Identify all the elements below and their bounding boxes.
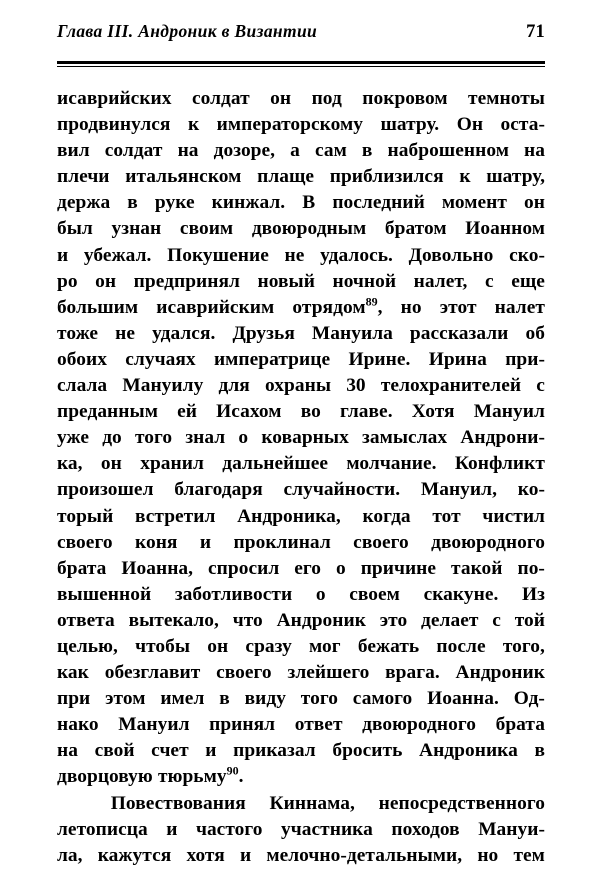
text-line bbox=[57, 530, 545, 556]
word: Мануил, bbox=[420, 479, 497, 501]
word: убежал. bbox=[83, 244, 152, 266]
text-line bbox=[57, 164, 545, 190]
word: своего bbox=[57, 531, 113, 553]
word: Иоанна, bbox=[121, 557, 194, 579]
word: уже bbox=[57, 427, 90, 449]
word: случаях bbox=[125, 348, 196, 370]
word: этом bbox=[105, 688, 146, 710]
text-line bbox=[57, 556, 545, 582]
text-line bbox=[57, 243, 545, 269]
word: еще bbox=[511, 270, 545, 292]
word: к bbox=[187, 114, 200, 136]
word: заботливости bbox=[174, 583, 293, 605]
text-line bbox=[57, 425, 545, 451]
text-line bbox=[57, 399, 545, 425]
word: Ирина bbox=[428, 348, 487, 370]
word: мелочно-детальными, bbox=[266, 844, 463, 866]
word: наброшенном bbox=[387, 140, 509, 162]
text-line bbox=[57, 843, 545, 869]
word: проклинал bbox=[233, 531, 331, 553]
word: он bbox=[270, 88, 292, 109]
word: это bbox=[379, 609, 408, 631]
word: плаще bbox=[257, 166, 315, 188]
word: удался. bbox=[152, 322, 216, 344]
word: на bbox=[177, 140, 199, 162]
word: того bbox=[300, 688, 338, 710]
word: с bbox=[484, 270, 494, 292]
word: кинжал. bbox=[211, 192, 286, 214]
word: встретил bbox=[134, 505, 216, 527]
word: ла, bbox=[57, 844, 83, 866]
word: своего bbox=[216, 662, 272, 684]
word: Мануилу bbox=[122, 375, 204, 397]
footnote-marker[interactable]: 89 bbox=[365, 294, 378, 309]
word: при bbox=[57, 688, 91, 710]
word: до bbox=[102, 427, 122, 449]
word: момент bbox=[441, 192, 507, 214]
word: но bbox=[400, 296, 422, 318]
word: ответа bbox=[57, 609, 115, 631]
word: Иоанна. bbox=[427, 688, 499, 710]
word: кажутся bbox=[97, 844, 172, 866]
word: бежать bbox=[357, 635, 420, 657]
text-line bbox=[57, 86, 545, 112]
word: на bbox=[57, 740, 78, 762]
word: знал bbox=[185, 427, 226, 449]
word: Хотя bbox=[411, 401, 455, 423]
word: частого bbox=[195, 818, 263, 840]
word: шатру, bbox=[486, 166, 545, 188]
word: исаврийских bbox=[57, 88, 172, 109]
word: исаврийским bbox=[156, 296, 275, 318]
word: Киннама, bbox=[269, 792, 355, 814]
word: когда bbox=[362, 505, 411, 527]
word: на bbox=[524, 140, 545, 162]
word: делает bbox=[421, 609, 479, 631]
word: что bbox=[232, 609, 263, 631]
footnote-marker[interactable]: 90 bbox=[226, 763, 239, 778]
word: темноты bbox=[468, 88, 545, 109]
word: такой bbox=[451, 557, 503, 579]
text-line bbox=[57, 712, 545, 738]
word: чистил bbox=[482, 505, 545, 527]
word: сам bbox=[314, 140, 347, 162]
word: Андроник bbox=[276, 609, 366, 631]
word: и bbox=[199, 531, 212, 553]
word: солдат bbox=[191, 88, 250, 109]
word: с bbox=[536, 375, 545, 397]
word: вышенной bbox=[57, 583, 152, 605]
word: чтобы bbox=[135, 635, 191, 657]
word: самого bbox=[352, 688, 413, 710]
word: для bbox=[218, 375, 250, 397]
word: дальнейшее bbox=[222, 453, 329, 475]
word: руке bbox=[154, 192, 195, 214]
word: благодаря bbox=[174, 479, 263, 501]
word: вытекало, bbox=[128, 609, 219, 631]
word: двоюродного bbox=[431, 531, 545, 553]
word: его bbox=[294, 557, 322, 579]
word: налет, bbox=[413, 270, 468, 292]
text-line bbox=[57, 112, 545, 138]
word: случайности. bbox=[283, 479, 401, 501]
word: об bbox=[525, 322, 545, 344]
word: счет bbox=[151, 740, 189, 762]
word: Андроника, bbox=[237, 505, 341, 527]
word: имел bbox=[160, 688, 205, 710]
text-line bbox=[57, 504, 545, 530]
word: в bbox=[127, 192, 138, 214]
word: ночной bbox=[332, 270, 397, 292]
word: Он bbox=[456, 114, 484, 136]
word: виду bbox=[244, 688, 286, 710]
word: Мануила bbox=[311, 322, 393, 344]
word: покровом bbox=[362, 88, 448, 109]
word: дозоре, bbox=[213, 140, 276, 162]
word: преданным bbox=[57, 401, 158, 423]
word: и bbox=[57, 244, 69, 266]
word: свой bbox=[94, 740, 135, 762]
word: держа bbox=[57, 192, 111, 214]
word: с bbox=[492, 609, 501, 631]
text-line bbox=[57, 791, 545, 817]
word: хотя bbox=[186, 844, 225, 866]
word: целью, bbox=[57, 635, 118, 657]
text-line bbox=[57, 634, 545, 660]
word: тюрьму$^{90}$. bbox=[158, 763, 244, 788]
word: того bbox=[134, 427, 173, 449]
word: после bbox=[436, 635, 486, 657]
word: Иоанном bbox=[465, 218, 545, 240]
word: замыслах bbox=[362, 427, 448, 449]
word: ей bbox=[177, 401, 197, 423]
word: своим bbox=[179, 218, 234, 240]
word: бросить bbox=[332, 740, 403, 762]
text-line bbox=[57, 451, 545, 477]
text-line bbox=[57, 138, 545, 164]
running-head-title: Глава III. Андроник в Византии bbox=[57, 21, 318, 41]
word: в bbox=[534, 740, 545, 762]
word: 30 bbox=[346, 375, 366, 397]
word: нако bbox=[57, 714, 99, 736]
word: не bbox=[284, 244, 305, 266]
word: налет bbox=[494, 296, 545, 318]
word: но bbox=[477, 844, 499, 866]
word: участника bbox=[281, 818, 373, 840]
word: ско- bbox=[509, 244, 545, 266]
text-line bbox=[57, 738, 545, 764]
word: приказал bbox=[233, 740, 316, 762]
word: ко- bbox=[517, 479, 545, 501]
word: и bbox=[166, 818, 178, 840]
word: он bbox=[207, 635, 229, 657]
word: Андрони- bbox=[460, 427, 545, 449]
word: ка, bbox=[57, 453, 83, 475]
word: приблизился bbox=[329, 166, 444, 188]
word: по- bbox=[517, 557, 545, 579]
word: ответ bbox=[294, 714, 343, 736]
word: тот bbox=[432, 505, 461, 527]
word: врага. bbox=[385, 662, 440, 684]
text-line bbox=[57, 817, 545, 843]
word: дворцовую bbox=[57, 766, 153, 788]
word: Андроника bbox=[419, 740, 518, 762]
word: походов bbox=[391, 818, 460, 840]
text-line bbox=[57, 608, 545, 634]
word: Мануил bbox=[473, 401, 545, 423]
word: своем bbox=[349, 583, 400, 605]
word: своего bbox=[353, 531, 409, 553]
word: главе. bbox=[339, 401, 393, 423]
body-text-block bbox=[57, 86, 545, 869]
word: молчание. bbox=[346, 453, 437, 475]
word: злейшего bbox=[287, 662, 370, 684]
word: большим bbox=[57, 296, 139, 318]
word: а bbox=[290, 140, 300, 162]
word: и bbox=[205, 740, 217, 762]
word: двоюродным bbox=[251, 218, 367, 240]
word: произошел bbox=[57, 479, 154, 501]
word: братом bbox=[384, 218, 447, 240]
word: мог bbox=[309, 635, 341, 657]
word: Друзья bbox=[232, 322, 295, 344]
word: коня bbox=[134, 531, 178, 553]
word: телохранителей bbox=[380, 375, 522, 397]
word: отрядом$^{89}$, bbox=[292, 294, 383, 318]
text-line bbox=[57, 582, 545, 608]
text-line bbox=[57, 373, 545, 399]
word: под bbox=[311, 88, 342, 109]
word: предпринял bbox=[133, 270, 240, 292]
word: Андроник bbox=[455, 662, 545, 684]
word: Исахом bbox=[216, 401, 282, 423]
word: обоих bbox=[57, 348, 107, 370]
word: ро bbox=[57, 270, 78, 292]
word: и bbox=[239, 844, 252, 866]
word: он bbox=[524, 192, 545, 214]
word: скакуне. bbox=[423, 583, 499, 605]
word: летописца bbox=[57, 818, 148, 840]
word: Из bbox=[522, 583, 545, 605]
text-line bbox=[57, 764, 545, 790]
word: о bbox=[238, 427, 249, 449]
word: тоже bbox=[57, 322, 99, 344]
word: охраны bbox=[265, 375, 332, 397]
word: двоюродного bbox=[362, 714, 476, 736]
text-line bbox=[57, 295, 545, 321]
word: принял bbox=[209, 714, 276, 736]
word: к bbox=[459, 166, 471, 188]
word: этот bbox=[439, 296, 477, 318]
word: тем bbox=[513, 844, 545, 866]
word: был bbox=[57, 218, 93, 240]
word: той bbox=[514, 609, 545, 631]
word: Довольно bbox=[408, 244, 494, 266]
text-line bbox=[57, 190, 545, 216]
word: продвинулся bbox=[57, 114, 171, 136]
word: брата bbox=[495, 714, 545, 736]
word: Мануил bbox=[118, 714, 190, 736]
page-number: 71 bbox=[526, 22, 545, 42]
word: спросил bbox=[208, 557, 280, 579]
word: В bbox=[302, 192, 316, 214]
word: Конфликт bbox=[454, 453, 545, 475]
word: обезглавит bbox=[104, 662, 201, 684]
word: итальянском bbox=[125, 166, 242, 188]
word: Мануи- bbox=[478, 818, 545, 840]
word: он bbox=[95, 270, 117, 292]
word: солдат bbox=[104, 140, 163, 162]
word: о bbox=[335, 557, 346, 579]
word: вил bbox=[57, 140, 90, 162]
divider-thin-rule bbox=[57, 66, 545, 67]
word: торый bbox=[57, 505, 114, 527]
word: хранил bbox=[140, 453, 204, 475]
word: последний bbox=[332, 192, 425, 214]
text-line bbox=[57, 660, 545, 686]
word: во bbox=[300, 401, 321, 423]
word: при- bbox=[505, 348, 545, 370]
word: не bbox=[115, 322, 136, 344]
text-line bbox=[57, 477, 545, 503]
word: Покушение bbox=[167, 244, 269, 266]
word: слала bbox=[57, 375, 108, 397]
header-divider-rule bbox=[57, 61, 545, 67]
word: императорскому bbox=[216, 114, 363, 136]
text-line bbox=[57, 686, 545, 712]
word: плечи bbox=[57, 166, 110, 188]
word: рассказали bbox=[409, 322, 509, 344]
word: узнан bbox=[111, 218, 162, 240]
text-line bbox=[57, 216, 545, 242]
word: о bbox=[315, 583, 326, 605]
word: в bbox=[219, 688, 230, 710]
text-line bbox=[57, 347, 545, 373]
word: причине bbox=[360, 557, 437, 579]
word: удалось. bbox=[320, 244, 393, 266]
word: оста- bbox=[500, 114, 545, 136]
word: он bbox=[100, 453, 122, 475]
word: Од- bbox=[513, 688, 545, 710]
word: Ирине. bbox=[348, 348, 411, 370]
word: новый bbox=[257, 270, 315, 292]
text-line bbox=[57, 269, 545, 295]
word: в bbox=[361, 140, 373, 162]
text-line bbox=[57, 321, 545, 347]
word: брата bbox=[57, 557, 107, 579]
word: коварных bbox=[261, 427, 349, 449]
word: того, bbox=[502, 635, 545, 657]
word: императрице bbox=[213, 348, 331, 370]
word: Повествования bbox=[110, 792, 246, 814]
word: сразу bbox=[245, 635, 292, 657]
word: как bbox=[57, 662, 89, 684]
word: непосредственного bbox=[378, 792, 545, 814]
word: шатру. bbox=[380, 114, 440, 136]
running-head bbox=[57, 21, 545, 47]
